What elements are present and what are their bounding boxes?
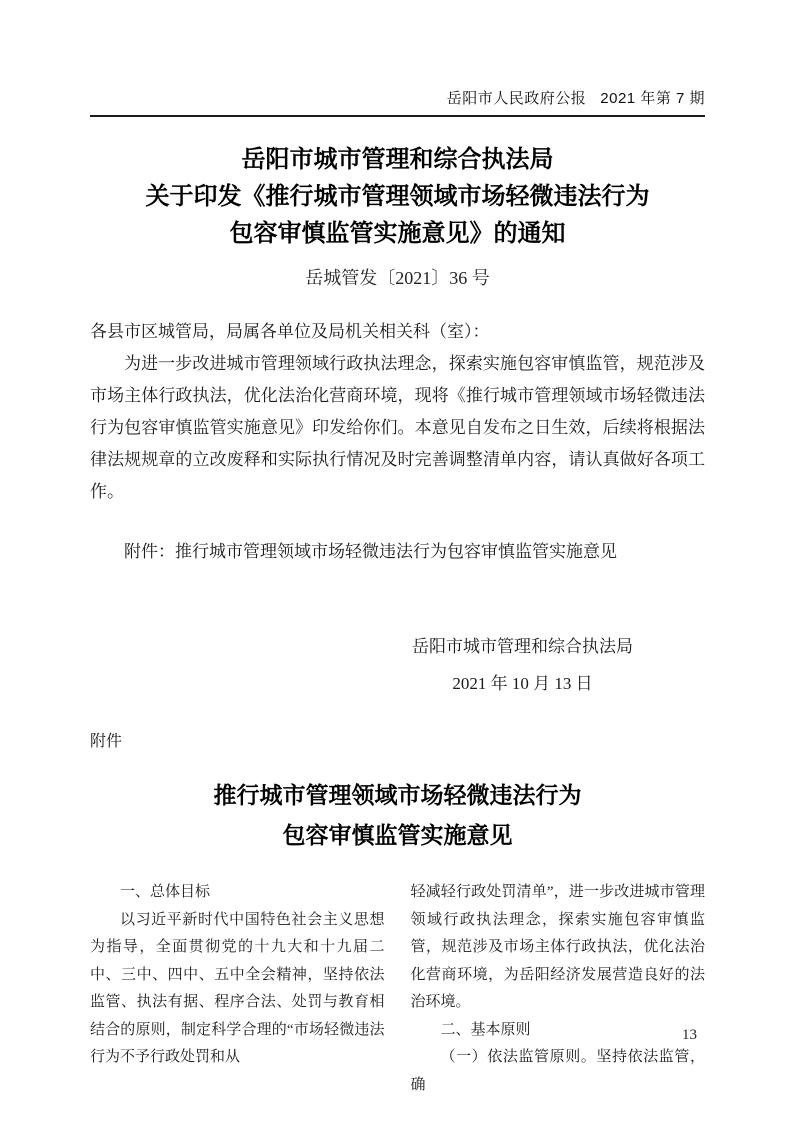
notice-title-line-3: 包容审慎监管实施意见》的通知 <box>229 220 566 247</box>
doc-number: 岳城管发〔2021〕36 号 <box>305 268 490 288</box>
notice-title <box>90 141 705 252</box>
attachment-note: 附件：推行城市管理领域市场轻微违法行为包容审慎监管实施意见 <box>124 542 617 561</box>
header-rule <box>90 115 705 117</box>
notice-title-line-2: 关于印发《推行城市管理领域市场轻微违法行为 <box>145 183 650 210</box>
attachment-title-line-1: 推行城市管理领域市场轻微违法行为 <box>213 782 582 808</box>
gazette-issue: 2021 年第 7 期 <box>600 90 705 107</box>
attachment-label: 附件 <box>90 733 123 750</box>
right-column-paragraph-continued: 轻减轻行政处罚清单”，进一步改进城市管理领域行政执法理念，探索实施包容审慎监管，规范涉及市场主体行政执法，优化法治化营商环境，为岳阳经济发展营造良好的法治环境。 <box>410 884 705 1010</box>
signature-block <box>412 628 633 702</box>
attachment-title <box>90 775 705 855</box>
page-header <box>90 0 705 117</box>
gazette-title: 岳阳市人民政府公报 <box>446 90 587 107</box>
running-head <box>90 90 705 108</box>
signer-name: 岳阳市城市管理和综合执法局 <box>412 637 633 656</box>
letter-paragraph: 为进一步改进城市管理领域行政执法理念，探索实施包容审慎监管，规范涉及市场主体行政执法，优化法治化营商环境，现将《推行城市管理领域市场轻微违法行为包容审慎监管实施意见》印发给你们。本意见自发布之日生效，后续将根据法律法规规章的立改废释和实际执行情况及时完善调整清单内容，请认真做好各项工作。 <box>90 354 705 501</box>
section-heading-basic-principles: 二、基本原则 <box>440 1021 531 1038</box>
left-column-paragraph: 以习近平新时代中国特色社会主义思想为指导，全面贯彻党的十九大和十九届二中、三中、四中、五中全会精神，坚持依法监管、执法有据、程序合法、处罚与教育相结合的原则，制定科学合理的“市场轻微违法行为不予行政处罚和从 <box>90 911 385 1065</box>
section-heading-overall-goal: 一、总体目标 <box>120 884 211 900</box>
page-number: 13 <box>682 1027 697 1043</box>
left-column <box>90 879 385 1099</box>
attachment-title-line-2: 包容审慎监管实施意见 <box>282 822 513 848</box>
salutation: 各县市区城管局，局属各单位及局机关相关科（室）： <box>90 322 490 341</box>
notice-section <box>90 141 705 702</box>
two-column-body <box>90 879 705 1099</box>
letter-body-block <box>90 316 705 508</box>
notice-title-line-1: 岳阳市城市管理和综合执法局 <box>241 146 554 173</box>
right-column <box>411 879 706 1099</box>
right-column-paragraph: （一）依法监管原则。坚持依法监管，确 <box>410 1049 705 1093</box>
attachment-section <box>90 728 705 1099</box>
signature-date: 2021 年 10 月 13 日 <box>452 674 593 693</box>
